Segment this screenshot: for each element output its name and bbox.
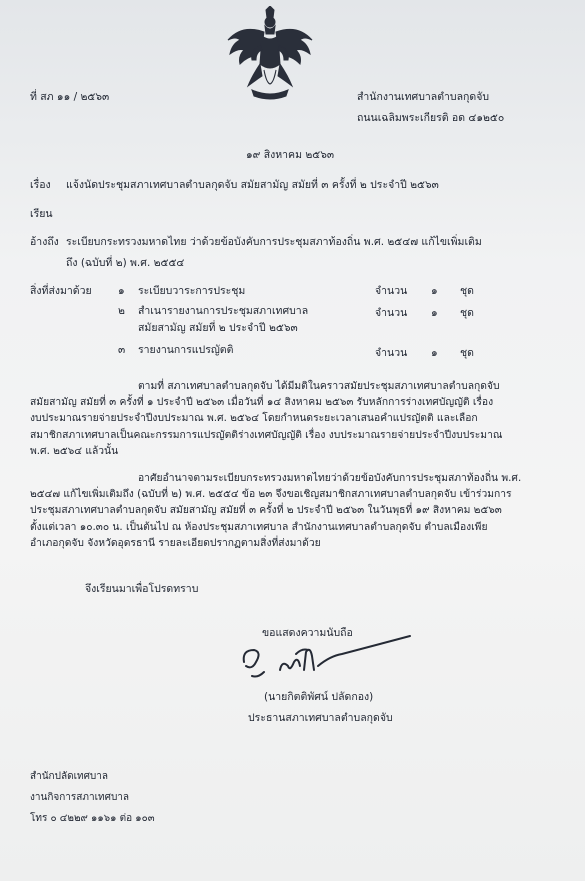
paragraph-line: ตั้งแต่เวลา ๑๐.๓๐ น. เป็นต้นไป ณ ห้องประชุมสภาเทศบาล สำนักงานเทศบาลตำบลกุดจับ ตำบลเมืองเพีย <box>30 520 488 533</box>
enclosure-text: ระเบียบวาระการประชุม <box>138 285 246 297</box>
footer-section: งานกิจการสภาเทศบาล <box>30 792 130 803</box>
enclosure-number: ๒ <box>118 305 125 317</box>
body-paragraph-1 <box>30 378 560 459</box>
enclosure-unit: ชุด <box>460 307 474 319</box>
letter-date: ๑๙ สิงหาคม ๒๕๖๓ <box>246 149 335 161</box>
enclosure-number: ๓ <box>118 344 126 356</box>
footer-office: สำนักปลัดเทศบาล <box>30 771 109 782</box>
enclosure-qty-label: จำนวน <box>375 307 408 319</box>
enclosures-label: สิ่งที่ส่งมาด้วย <box>30 285 92 297</box>
garuda-emblem-icon <box>222 6 318 102</box>
enclosure-text-continued: สมัยสามัญ สมัยที่ ๒ ประจำปี ๒๕๖๓ <box>138 322 298 334</box>
signatory-name: (นายกิตติพัศน์ ปลัดกอง) <box>264 691 374 703</box>
subject-text: แจ้งนัดประชุมสภาเทศบาลตำบลกุดจับ สมัยสามัญ สมัยที่ ๓ ครั้งที่ ๒ ประจำปี ๒๕๖๓ <box>66 179 439 191</box>
enclosure-unit: ชุด <box>460 285 474 297</box>
paragraph-line: สมาชิกสภาเทศบาลเป็นคณะกรรมการแปรญัตติร่างเทศบัญญัติ เรื่อง งบประมาณรายจ่ายประจำปีงบประมาณ <box>30 428 503 441</box>
footer-phone: โทร ๐ ๔๒๒๙ ๑๑๖๑ ต่อ ๑๐๓ <box>30 813 155 824</box>
closing-request: จึงเรียนมาเพื่อโปรดทราบ <box>85 583 199 595</box>
paragraph-line: สมัยสามัญ สมัยที่ ๓ ครั้งที่ ๑ ประจำปี ๒๕๖๓ เมื่อวันที่ ๑๔ สิงหาคม ๒๕๖๓ รับหลักการร่างเทศบัญญัติ เรื่อง <box>30 396 494 409</box>
enclosure-unit: ชุด <box>460 347 474 359</box>
enclosure-qty: ๑ <box>431 307 438 319</box>
enclosure-qty-label: จำนวน <box>375 285 408 297</box>
enclosure-qty: ๑ <box>431 347 438 359</box>
paragraph-line: พ.ศ. ๒๕๖๔ แล้วนั้น <box>30 444 119 457</box>
office-name: สำนักงานเทศบาลตำบลกุดจับ <box>357 91 490 103</box>
paragraph-line: ตามที่ สภาเทศบาลตำบลกุดจับ ได้มีมติในคราวสมัยประชุมสภาเทศบาลตำบลกุดจับ <box>138 380 500 392</box>
reference-line-1: ระเบียบกระทรวงมหาดไทย ว่าด้วยข้อบังคับการประชุมสภาท้องถิ่น พ.ศ. ๒๕๔๗ แก้ไขเพิ่มเติม <box>66 236 482 248</box>
paragraph-line: ประชุมสภาเทศบาลตำบลกุดจับ สมัยสามัญ สมัยที่ ๓ ครั้งที่ ๒ ประจำปี ๒๕๖๓ ในวันพุธที่ ๑๙ สิงหาคม ๒๕๖๓ <box>30 504 502 517</box>
closing-phrase: ขอแสดงความนับถือ <box>262 627 353 639</box>
salutation-label: เรียน <box>30 208 53 220</box>
paragraph-line: อาศัยอำนาจตามระเบียบกระทรวงมหาดไทยว่าด้วยข้อบังคับการประชุมสภาท้องถิ่น พ.ศ. <box>138 472 522 484</box>
enclosure-text: สำเนารายงานการประชุมสภาเทศบาล <box>138 305 309 317</box>
signatory-position: ประธานสภาเทศบาลตำบลกุดจับ <box>248 712 393 724</box>
enclosure-qty-label: จำนวน <box>375 347 408 359</box>
subject-label: เรื่อง <box>30 179 51 191</box>
office-address: ถนนเฉลิมพระเกียรติ อด ๔๑๒๕๐ <box>357 112 505 124</box>
enclosure-qty: ๑ <box>431 285 438 297</box>
paragraph-line: ๒๕๔๗ แก้ไขเพิ่มเติมถึง (ฉบับที่ ๒) พ.ศ. ๒๕๕๔ ข้อ ๒๓ จึงขอเชิญสมาชิกสภาเทศบาลตำบลกุดจับ เข้าร่วมการ <box>30 488 512 501</box>
paragraph-line: อำเภอกุดจับ จังหวัดอุดรธานี รายละเอียดปรากฏตามสิ่งที่ส่งมาด้วย <box>30 536 321 549</box>
handwritten-signature <box>232 632 422 682</box>
reference-label: อ้างถึง <box>30 236 59 248</box>
enclosure-number: ๑ <box>118 285 125 297</box>
body-paragraph-2 <box>30 470 560 551</box>
paragraph-line: งบประมาณรายจ่ายประจำปีงบประมาณ พ.ศ. ๒๕๖๔ โดยกำหนดระยะเวลาเสนอคำแปรญัตติ และเลือก <box>30 412 478 425</box>
reference-number: ที่ สภ ๑๑ / ๒๕๖๓ <box>30 91 110 103</box>
reference-line-2: ถึง (ฉบับที่ ๒) พ.ศ. ๒๕๕๔ <box>66 257 185 269</box>
enclosure-text: รายงานการแปรญัตติ <box>138 344 234 356</box>
